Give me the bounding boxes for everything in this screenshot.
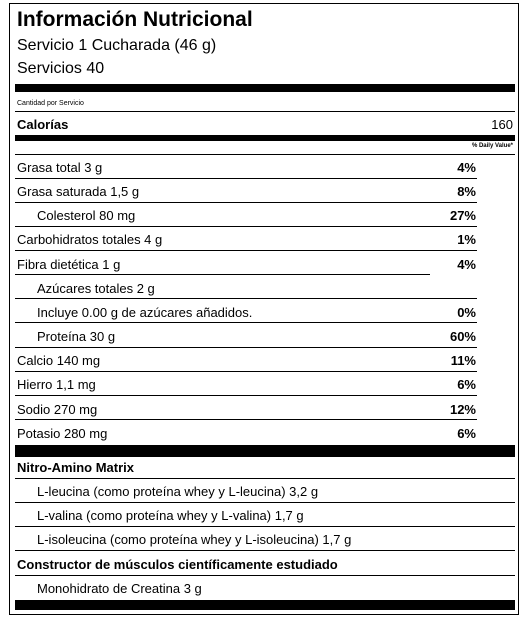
row-divider (15, 395, 477, 396)
nutrient-dv: 4% (457, 160, 476, 175)
divider (15, 526, 515, 527)
calories-label: Calorías (17, 117, 69, 132)
row-divider (15, 419, 477, 420)
row-divider (15, 250, 477, 251)
nutrient-dv: 6% (457, 426, 476, 441)
serving-size: Servicio 1 Cucharada (46 g) (17, 37, 217, 54)
ingredient-item: Monohidrato de Creatina 3 g (37, 581, 202, 596)
servings-per-container: Servicios 40 (17, 60, 105, 77)
label-title: Información Nutricional (17, 8, 253, 31)
divider (15, 154, 515, 155)
row-divider (15, 371, 477, 372)
nutrient-dv: 0% (457, 305, 476, 320)
nutrient-name: Carbohidratos totales 4 g (17, 232, 163, 247)
nutrient-name: Potasio 280 mg (17, 426, 108, 441)
divider (15, 502, 515, 503)
nutrient-dv: 27% (449, 208, 476, 223)
nutrient-name: Sodio 270 mg (17, 402, 98, 417)
row-divider (15, 274, 430, 275)
thick-divider (15, 445, 515, 457)
builder-title: Constructor de músculos científicamente estudiado (17, 557, 338, 572)
nutrient-dv: 12% (449, 402, 476, 417)
nutrient-name: Azúcares totales 2 g (37, 281, 155, 296)
ingredient-item: L-valina (como proteína whey y L-valina) 1,7 g (37, 508, 304, 523)
row-divider (15, 322, 477, 323)
divider (15, 478, 515, 479)
nutrient-name: Incluye 0.00 g de azúcares añadidos. (37, 305, 253, 320)
nutrient-dv: 4% (457, 257, 476, 272)
row-divider (15, 226, 477, 227)
divider (15, 111, 515, 112)
nutrient-dv: 1% (457, 232, 476, 247)
nutrient-name: Colesterol 80 mg (37, 208, 136, 223)
nutrient-dv: 60% (449, 329, 476, 344)
divider (15, 575, 515, 576)
medium-divider (15, 135, 515, 141)
nutrient-name: Proteína 30 g (37, 329, 116, 344)
row-divider (15, 298, 477, 299)
nutrient-name: Grasa saturada 1,5 g (17, 184, 140, 199)
nutrient-name: Fibra dietética 1 g (17, 257, 121, 272)
row-divider (15, 202, 477, 203)
divider (15, 550, 515, 551)
thick-divider (15, 84, 515, 92)
daily-value-header: % Daily Value* (471, 143, 513, 149)
calories-value: 160 (491, 117, 513, 132)
ingredient-item: L-isoleucina (como proteína whey y L-isoleucina) 1,7 g (37, 532, 352, 547)
ingredient-item: L-leucina (como proteína whey y L-leucina) 3,2 g (37, 484, 319, 499)
nutrition-facts-panel (9, 3, 519, 615)
nutrient-dv: 8% (457, 184, 476, 199)
matrix-title: Nitro-Amino Matrix (17, 460, 134, 475)
nutrient-dv: 11% (450, 353, 476, 368)
bottom-bar (15, 600, 515, 610)
nutrient-dv: 6% (457, 377, 476, 392)
row-divider (15, 347, 477, 348)
nutrient-name: Calcio 140 mg (17, 353, 101, 368)
amount-per-serving: Cantidad por Servicio (17, 100, 84, 107)
nutrient-name: Hierro 1,1 mg (17, 377, 96, 392)
nutrient-name: Grasa total 3 g (17, 160, 103, 175)
row-divider (15, 178, 477, 179)
